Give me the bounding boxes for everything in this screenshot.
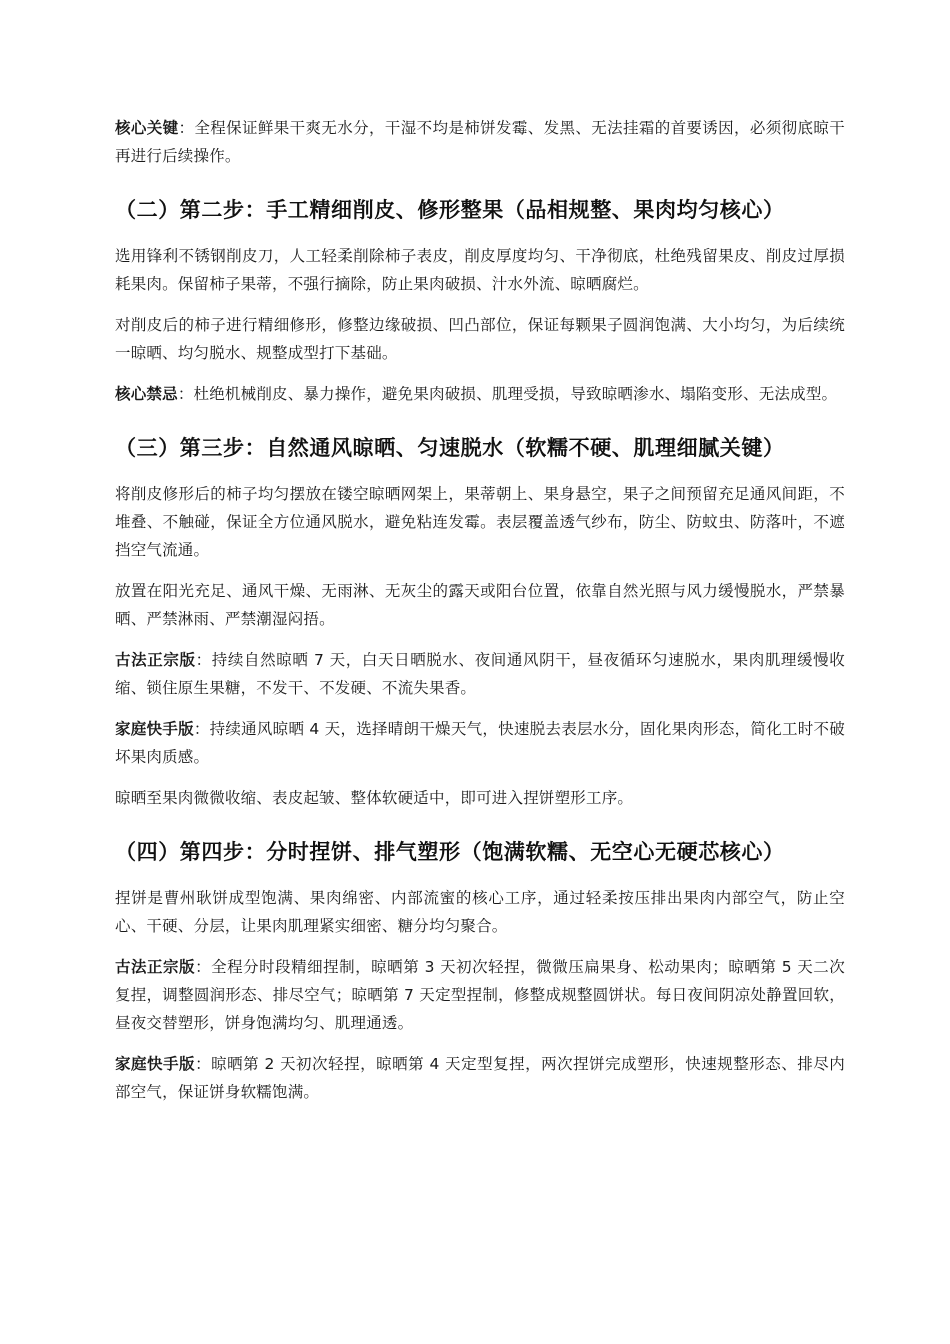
paragraph-traditional-version xyxy=(115,953,845,1037)
paragraph-home-version xyxy=(115,715,845,771)
paragraph: 将削皮修形后的柿子均匀摆放在镂空晾晒网架上，果蒂朝上、果身悬空，果子之间预留充足通风间距，不堆叠、不触碰，保证全方位通风脱水，避免粘连发霉。表层覆盖透气纱布，防尘、防蚊虫、防落叶，不遮挡空气流通。 xyxy=(115,485,845,559)
paragraph: 选用锋利不锈钢削皮刀，人工轻柔削除柿子表皮，削皮厚度均匀、干净彻底，杜绝残留果皮、削皮过厚损耗果肉。保留柿子果蒂，不强行摘除，防止果肉破损、汁水外流、晾晒腐烂。 xyxy=(115,247,845,293)
paragraph-key-taboo xyxy=(115,380,845,408)
paragraph-lead: 核心关键 xyxy=(115,119,179,137)
paragraph-text: ：全程分时段精细捏制，晾晒第 3 天初次轻捏，微微压扁果身、松动果肉；晾晒第 5 天二次复捏，调整圆润形态、排尽空气；晾晒第 7 天定型捏制，修整成规整圆饼状。每日夜间阴凉处静置回软，昼夜交替塑形，饼身饱满均匀、肌理通透。 xyxy=(115,958,845,1032)
paragraph-home-version xyxy=(115,1050,845,1106)
paragraph-text: ：持续通风晾晒 4 天，选择晴朗干燥天气，快速脱去表层水分，固化果肉形态，简化工时不破坏果肉质感。 xyxy=(115,720,845,766)
paragraph-text: ：杜绝机械削皮、暴力操作，避免果肉破损、肌理受损，导致晾晒渗水、塌陷变形、无法成型。 xyxy=(177,385,838,403)
paragraph-lead: 家庭快手版 xyxy=(115,1055,196,1073)
section-heading-step-2: （二）第二步：手工精细削皮、修形整果（品相规整、果肉均匀核心） xyxy=(115,198,785,222)
paragraph-traditional-version xyxy=(115,646,845,702)
document-page xyxy=(115,114,845,1119)
paragraph-lead: 核心禁忌 xyxy=(115,385,178,403)
paragraph: 对削皮后的柿子进行精细修形，修整边缘破损、凹凸部位，保证每颗果子圆润饱满、大小均匀，为后续统一晾晒、均匀脱水、规整成型打下基础。 xyxy=(115,316,845,362)
paragraph-lead: 古法正宗版 xyxy=(115,958,196,976)
paragraph-text: ：全程保证鲜果干爽无水分，干湿不均是柿饼发霉、发黑、无法挂霜的首要诱因，必须彻底晾干再进行后续操作。 xyxy=(115,119,845,165)
paragraph-text: ：晾晒第 2 天初次轻捏，晾晒第 4 天定型复捏，两次捏饼完成塑形，快速规整形态、排尽内部空气，保证饼身软糯饱满。 xyxy=(115,1055,845,1101)
paragraph: 捏饼是曹州耿饼成型饱满、果肉绵密、内部流蜜的核心工序，通过轻柔按压排出果肉内部空气，防止空心、干硬、分层，让果肉肌理紧实细密、糖分均匀聚合。 xyxy=(115,889,845,935)
paragraph-lead: 古法正宗版 xyxy=(115,651,196,669)
paragraph: 晾晒至果肉微微收缩、表皮起皱、整体软硬适中，即可进入捏饼塑形工序。 xyxy=(115,789,634,807)
section-heading-step-3: （三）第三步：自然通风晾晒、匀速脱水（软糯不硬、肌理细腻关键） xyxy=(115,436,785,460)
paragraph-text: ：持续自然晾晒 7 天，白天日晒脱水、夜间通风阴干，昼夜循环匀速脱水，果肉肌理缓慢收缩、锁住原生果糖，不发干、不发硬、不流失果香。 xyxy=(115,651,845,697)
section-heading-step-4: （四）第四步：分时捏饼、排气塑形（饱满软糯、无空心无硬芯核心） xyxy=(115,840,785,864)
paragraph-key-point xyxy=(115,114,845,170)
paragraph: 放置在阳光充足、通风干燥、无雨淋、无灰尘的露天或阳台位置，依靠自然光照与风力缓慢脱水，严禁暴晒、严禁淋雨、严禁潮湿闷捂。 xyxy=(115,582,845,628)
paragraph-lead: 家庭快手版 xyxy=(115,720,194,738)
